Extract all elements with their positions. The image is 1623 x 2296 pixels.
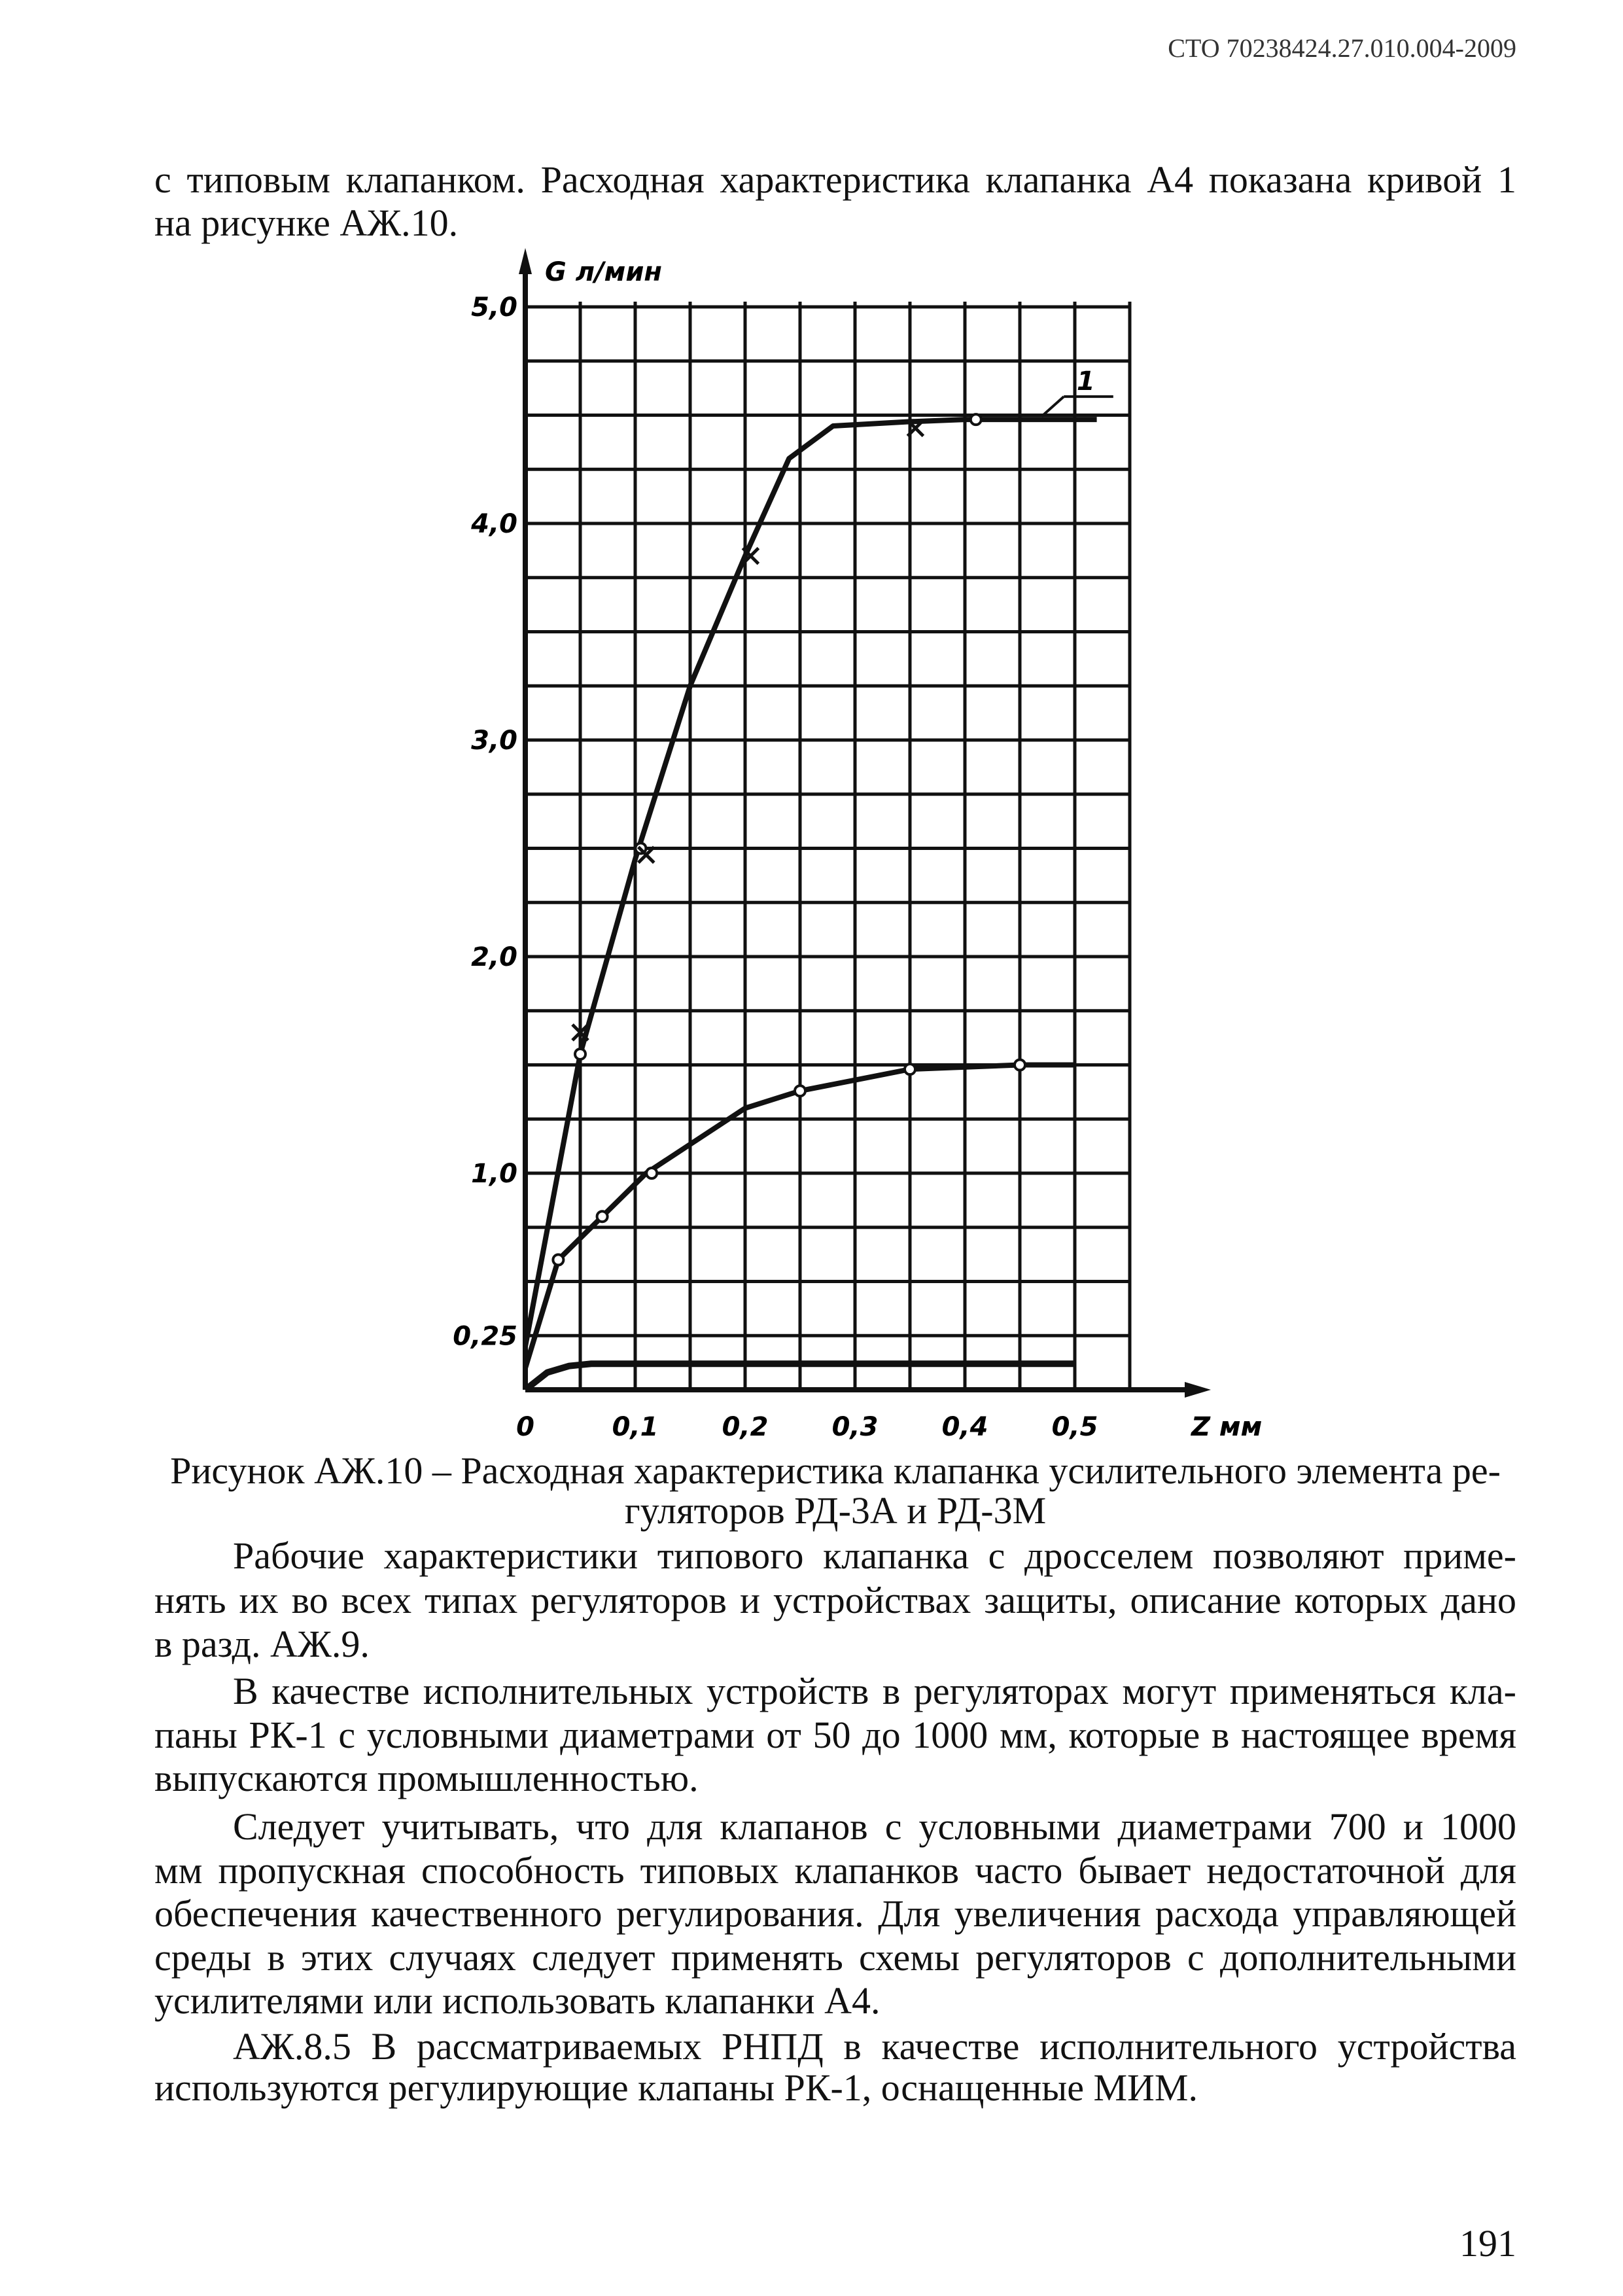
y-tick-label: 1,0	[471, 1159, 517, 1189]
x-tick-label: 0,4	[941, 1412, 988, 1442]
paragraph-line: обеспечения качественного регулирования. Для увеличения расхода управляющей	[154, 1892, 1516, 1935]
data-point-circle	[1015, 1060, 1025, 1070]
x-tick-label: 0,3	[831, 1412, 879, 1442]
paragraph-line: нять их во всех типах регуляторов и устройствах защиты, описание которых дано	[154, 1579, 1516, 1621]
data-point-circle	[646, 1168, 657, 1178]
paragraph-line: паны РК-1 с условными диаметрами от 50 до 1000 мм, которые в настоящее время	[154, 1714, 1516, 1756]
paragraph-line: используются регулирующие клапаны РК-1, оснащенные МИМ.	[154, 2066, 1198, 2109]
annotation-leader	[1042, 397, 1064, 416]
paragraph-line: Рабочие характеристики типового клапанка с дросселем позволяют приме-	[233, 1534, 1516, 1577]
paragraph-line: среды в этих случаях следует применять схемы регуляторов с дополнительными	[154, 1936, 1516, 1979]
y-tick-label: 5,0	[471, 292, 517, 323]
figure-caption-line: гуляторов РД-3А и РД-3М	[624, 1489, 1047, 1532]
paragraph-line: Следует учитывать, что для клапанов с условными диаметрами 700 и 1000	[233, 1805, 1516, 1848]
intro-line: с типовым клапанком. Расходная характеристика клапанка А4 показана кривой 1	[154, 158, 1516, 201]
x-axis-label: Z мм	[1191, 1412, 1263, 1442]
y-tick-label: 0,25	[453, 1321, 517, 1352]
x-tick-label: 0,1	[612, 1412, 659, 1442]
paragraph-line: мм пропускная способность типовых клапанков часто бывает недостаточной для	[154, 1849, 1516, 1892]
y-axis-label: G л/мин	[545, 257, 663, 287]
paragraph-line: выпускаются промышленностью.	[154, 1757, 699, 1799]
data-point-circle	[971, 414, 981, 425]
x-tick-label: 0,2	[722, 1412, 769, 1442]
paragraph-line: в разд. АЖ.9.	[154, 1623, 370, 1665]
paragraph-line: В качестве исполнительных устройств в регуляторах могут применяться кла-	[233, 1670, 1516, 1712]
data-point-circle	[597, 1211, 608, 1222]
figure-caption-line: Рисунок АЖ.10 – Расходная характеристика клапанка усилительного элемента ре-	[170, 1449, 1501, 1492]
x-tick-label: 0	[516, 1412, 534, 1442]
y-tick-label: 2,0	[471, 942, 517, 972]
y-tick-label: 3,0	[471, 726, 517, 756]
data-point-circle	[553, 1254, 563, 1265]
curve-annotation: 1	[1076, 366, 1095, 397]
y-axis-arrow-icon	[519, 248, 532, 274]
page-number: 191	[1459, 2222, 1516, 2265]
x-tick-label: 0,5	[1051, 1412, 1098, 1442]
data-point-circle	[905, 1064, 915, 1074]
intro-line: на рисунке АЖ.10.	[154, 202, 459, 244]
flow-characteristic-chart	[453, 249, 1263, 1459]
data-point-circle	[575, 1049, 585, 1059]
data-point-circle	[795, 1086, 805, 1096]
paragraph-line: АЖ.8.5 В рассматриваемых РНПД в качестве исполнительного устройства	[233, 2025, 1516, 2068]
x-axis-arrow-icon	[1185, 1382, 1211, 1398]
y-tick-label: 4,0	[471, 509, 517, 539]
paragraph-line: усилителями или использовать клапанки А4.	[154, 1979, 881, 2022]
document-header: СТО 70238424.27.010.004-2009	[1168, 33, 1516, 63]
